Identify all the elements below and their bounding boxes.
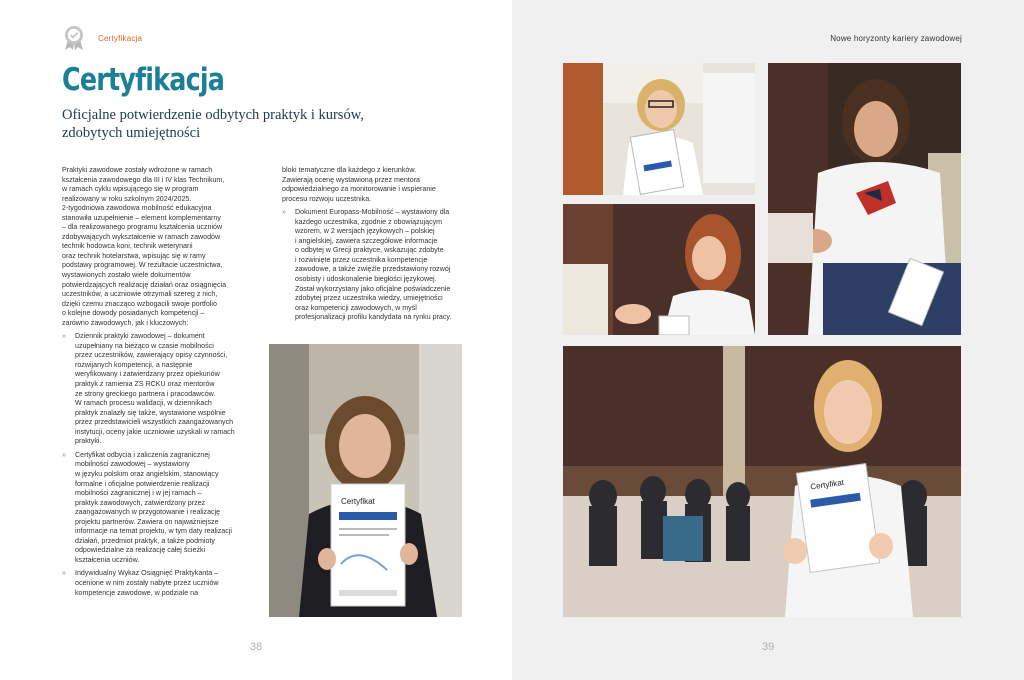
list-item <box>62 569 262 598</box>
list-item <box>62 332 262 447</box>
list-item <box>62 451 262 566</box>
photo-student-smiling <box>563 204 755 335</box>
running-title: Nowe horyzonty kariery zawodowej <box>830 34 962 43</box>
certificate-label: Certyfikat <box>341 497 375 506</box>
continuation-paragraph: bloki tematyczne dla każdego z kierunków. Zawierają ocenę wystawioną przez mentora odpowiedzialnego za monitorowanie i wspieranie procesu rozwoju uczestnika. <box>282 166 436 203</box>
page-number-right: 39 <box>762 641 775 653</box>
intro-paragraph: Praktyki zawodowe zostały wdrożone w ramach kształcenia zawodowego dla III i IV klas Technikum, w ramach cyklu wpisującego się w program realizowany w roku szkolnym 2024/2025. 2-tygodniowa zawodowa mobilność edukacyjna stanowiła uzupełnienie – element komplementarny – dla realizowanego programu kształcenia uczniów zdobywających wykształcenie w ramach zawodów technik hodowca koni, technik weterynarii oraz technik hotelarstwa, wpisując się w ramy podstawy programowej. W rezultacie uczestnictwa, wystawionych zostało wiele dokumentów potwierdzających realizację działań oraz osiągnięcia uczestników, a uczniowie otrzymali szereg z nich, dzięki czemu znacząco wzbogacili swoje portfolio o kolejne dowody posiadanych kompetencji – zarówno zawodowych, jak i kluczowych: <box>62 166 227 327</box>
certificate-label: Certyfikat <box>809 477 845 492</box>
bullet-text: Certyfikat odbycia i zaliczenia zagranicznej mobilności zawodowej – wystawiony w języku polskim oraz angielskim, stanowiący formalne i oficjalne potwierdzenie realizacji mobilności zagranicznej i w jej ramach – praktyk zawodowych, zatwierdzony przez zaangażowanych w przygotowanie i realizację projektu partnerów. Zawiera on najważniejsze informacje na temat projektu, w tym daty realizacji działań, przedmiot praktyk, a także podmioty odpowiedzialne za realizację całej ścieżki kształcenia uczniów. <box>75 450 232 564</box>
bullet-text: Dziennik praktyki zawodowej – dokument uzupełniany na bieżąco w czasie mobilności przez uczestników, zawierający opisy czynności, rozwijanych kompetencji, a następnie weryfikowany i zatwierdzany przez opiekunów praktyk z ramienia ZS RCKU oraz mentorów ze strony greckiego partnera i pracodawców. W ramach procesu walidacji, w dziennikach praktyk znalazły się także, wystawione wspólnie przez przedstawicieli wszystkich zaangażowanych instytucji, oceny jakie uczniowie uzyskali w ramach praktyki. <box>75 332 235 446</box>
ribbon-badge-icon <box>62 25 86 51</box>
photo-young-man-handshake <box>768 63 961 335</box>
section-tag: Certyfikacja <box>98 34 143 43</box>
right-page <box>512 0 1024 680</box>
photo-student-glasses <box>563 63 755 195</box>
page-subtitle: Oficjalne potwierdzenie odbytych praktyk i kursów, zdobytych umiejętności <box>62 107 364 141</box>
text-column-2 <box>282 166 468 323</box>
text-column-1 <box>62 166 262 598</box>
bullet-mark: » <box>282 208 286 217</box>
page-number-left: 38 <box>250 641 263 653</box>
list-item <box>282 208 468 323</box>
bullet-text: Indywidualny Wykaz Osiągnięć Praktykanta – ocenione w nim zostały nabyte przez uczniów kompetencje zawodowe, w podziale na <box>75 569 219 597</box>
bullet-text: Dokument Europass-Mobilność – wystawiony dla każdego uczestnika, zgodnie z obowiązującym wzorem, w 2 wersjach językowych – polskiej i angielskiej, zawiera szczegółowe informacje o odbytej w Grecji praktyce, wskazując zdobyte i rozwinięte przez uczestnika kompetencje zawodowe, a także zwięźle przedstawiony rozwój osobisty i udoskonalenie biegłości językowej. Został wykorzystany jako oficjalne poświadczenie zdobytej przez uczestnika wiedzy, umiejętności oraz kompetencji zawodowych, w myśl profesjonalizacji profilu kandydata na rynku pracy. <box>295 208 452 322</box>
bullet-mark: » <box>62 569 66 578</box>
photo-student-certificate <box>269 344 462 617</box>
bullet-mark: » <box>62 332 66 341</box>
photo-group-certificate <box>563 346 961 617</box>
page-title: Certyfikacja <box>62 62 225 98</box>
bullet-mark: » <box>62 450 66 459</box>
